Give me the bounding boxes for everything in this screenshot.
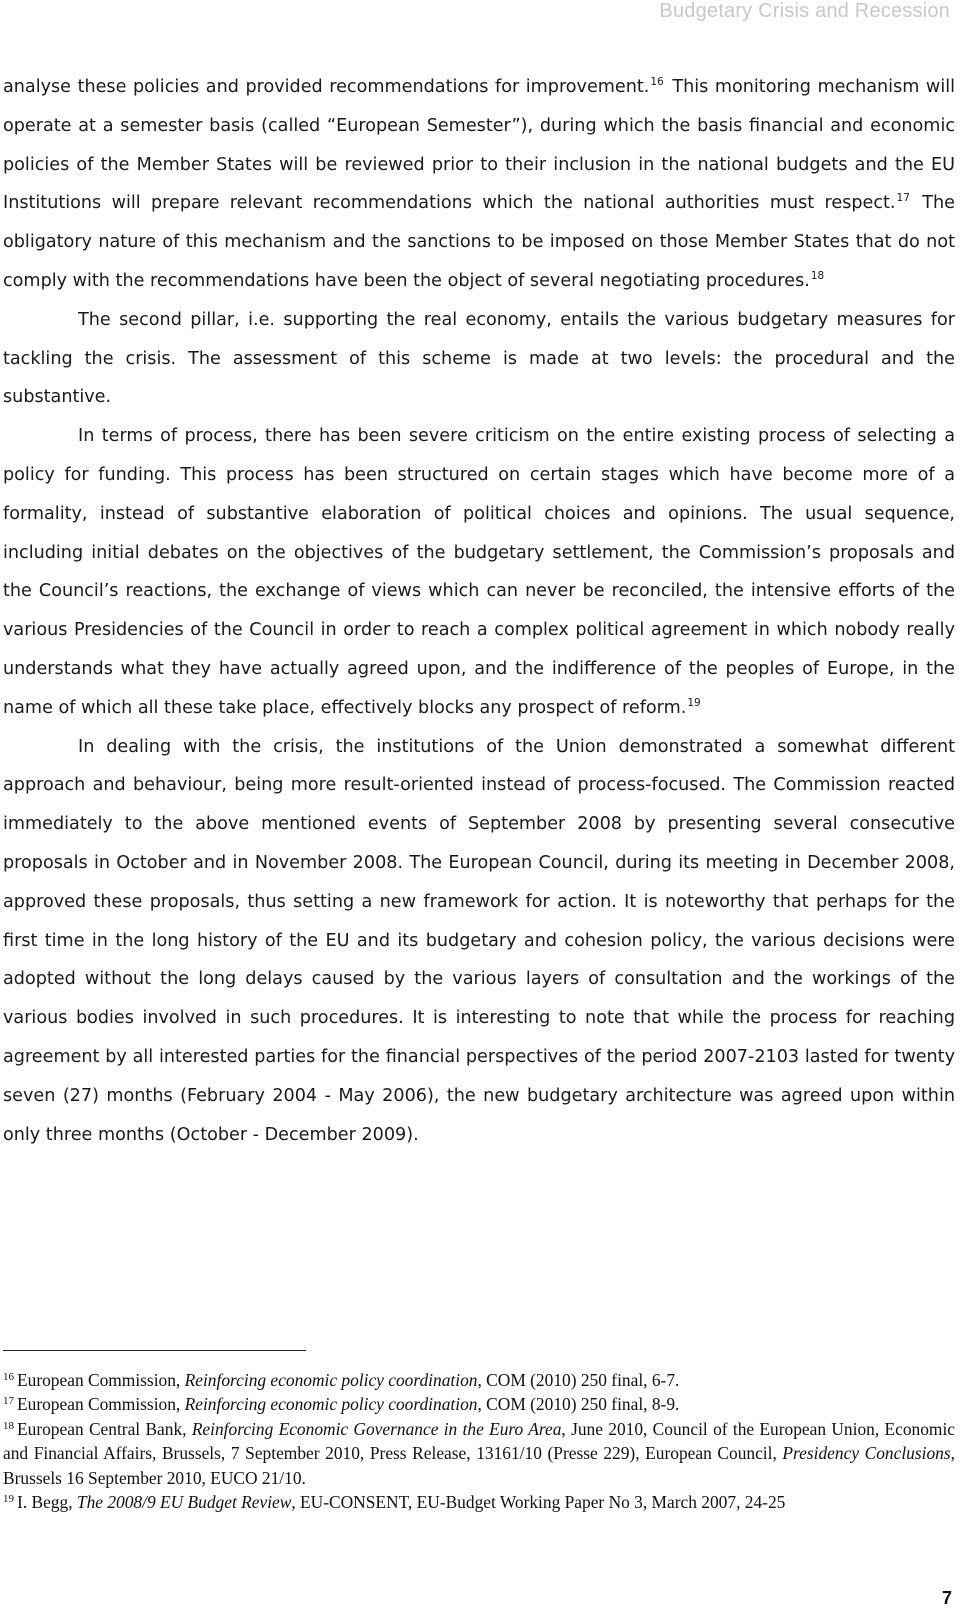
paragraph-1-text-b: This monitoring mechanism will operate at a semester basis (called “European Semester”), during which the basis financial and economic policies of the Member States will be reviewed prior to their inclusion in the national budgets and the EU Institutions will prepare relevant recommendations which the national authorities must respect.	[3, 77, 955, 214]
footnote-text: , COM (2010) 250 final, 8-9.	[477, 1394, 680, 1415]
footnote-number: 18	[3, 1419, 14, 1432]
footnote-text: , COM (2010) 250 final, 6-7.	[477, 1370, 680, 1390]
footnote-text: European Commission,	[17, 1394, 185, 1415]
footnotes	[3, 1368, 955, 1514]
footnote-number: 19	[3, 1493, 14, 1506]
footnote-text: European Commission,	[17, 1370, 185, 1390]
paragraph-1-text-c: The obligatory nature of this mechanism and the sanctions to be imposed on those Member States that do not comply with the recommendations have been the object of several negotiating procedures.	[3, 193, 955, 291]
footnote-title: Reinforcing Economic Governance in the Euro Area	[191, 1418, 562, 1439]
footnote-ref-18[interactable]: 18	[810, 269, 825, 282]
footnote-title: Reinforcing economic policy coordination	[184, 1370, 478, 1390]
paragraph-4: In dealing with the crisis, the institutions of the Union demonstrated a somewhat different approach and behaviour, being more result-oriented instead of process-focused. The Commission reacted immediately to the above mentioned events of September 2008 by presenting several consecutive proposals in October and in November 2008. The European Council, during its meeting in December 2008, approved these proposals, thus setting a new framework for action. It is noteworthy that perhaps for the first time in the long history of the EU and its budgetary and cohesion policy, the various decisions were adopted without the long delays caused by the various layers of consultation and the workings of the various bodies involved in such procedures. It is interesting to note that while the process for reaching agreement by all interested parties for the financial perspectives of the period 2007-2103 lasted for twenty seven (27) months (February 2004 - May 2006), the new budgetary architecture was agreed upon within only three months (October - December 2009).	[3, 736, 955, 1145]
footnote-text: I. Begg,	[17, 1492, 77, 1513]
paragraph-2: The second pillar, i.e. supporting the real economy, entails the various budgetary measures for tackling the crisis. The assessment of this scheme is made at two levels: the procedural and the substantive.	[3, 309, 955, 408]
footnote-separator	[3, 1350, 306, 1351]
footnote-18	[3, 1417, 955, 1490]
running-header: Budgetary Crisis and Recession	[659, 0, 950, 22]
footnote-number: 16	[3, 1371, 14, 1383]
footnote-17	[3, 1392, 955, 1416]
paragraph-1	[3, 68, 955, 301]
footnote-19	[3, 1490, 955, 1514]
paragraph-3	[3, 417, 955, 727]
footnote-number: 17	[3, 1395, 14, 1408]
footnote-text: , EU-CONSENT, EU-Budget Working Paper No 3, March 2007, 24-25	[291, 1492, 786, 1513]
body-text	[3, 68, 955, 1154]
footnote-title: Reinforcing economic policy coordination	[184, 1394, 478, 1415]
footnote-16	[3, 1368, 955, 1392]
page-number: 7	[941, 1588, 952, 1608]
paragraph-3-text: In terms of process, there has been severe criticism on the entire existing process of selecting a policy for funding. This process has been structured on certain stages which have become more of a formality, instead of substantive elaboration of political choices and opinions. The usual sequence, including initial debates on the objectives of the budgetary settlement, the Commission’s proposals and the Council’s reactions, the exchange of views which can never be reconciled, the intensive efforts of the various Presidencies of the Council in order to reach a complex political agreement in which nobody really understands what they have actually agreed upon, and the indifference of the peoples of Europe, in the name of which all these take place, effectively blocks any prospect of reform.	[3, 426, 955, 718]
footnote-text: European Central Bank,	[17, 1418, 192, 1439]
footnote-text: , June 2010, Council of the European Union, Economic and Financial Affairs, Brussels, 7 September 2010, Press Release, 13161/10 (Presse 229), European Council,	[3, 1418, 955, 1464]
footnote-text: , Brussels 16 September 2010, EUCO 21/10.	[3, 1443, 955, 1488]
footnote-title: The 2008/9 EU Budget Review	[76, 1492, 292, 1513]
footnote-ref-17[interactable]: 17	[896, 192, 910, 205]
footnote-ref-16[interactable]: 16	[650, 76, 664, 88]
footnote-ref-19[interactable]: 19	[687, 696, 701, 709]
paragraph-1-text-a: analyse these policies and provided recommendations for improvement.	[3, 77, 650, 97]
footnote-title: Presidency Conclusions	[782, 1443, 951, 1464]
